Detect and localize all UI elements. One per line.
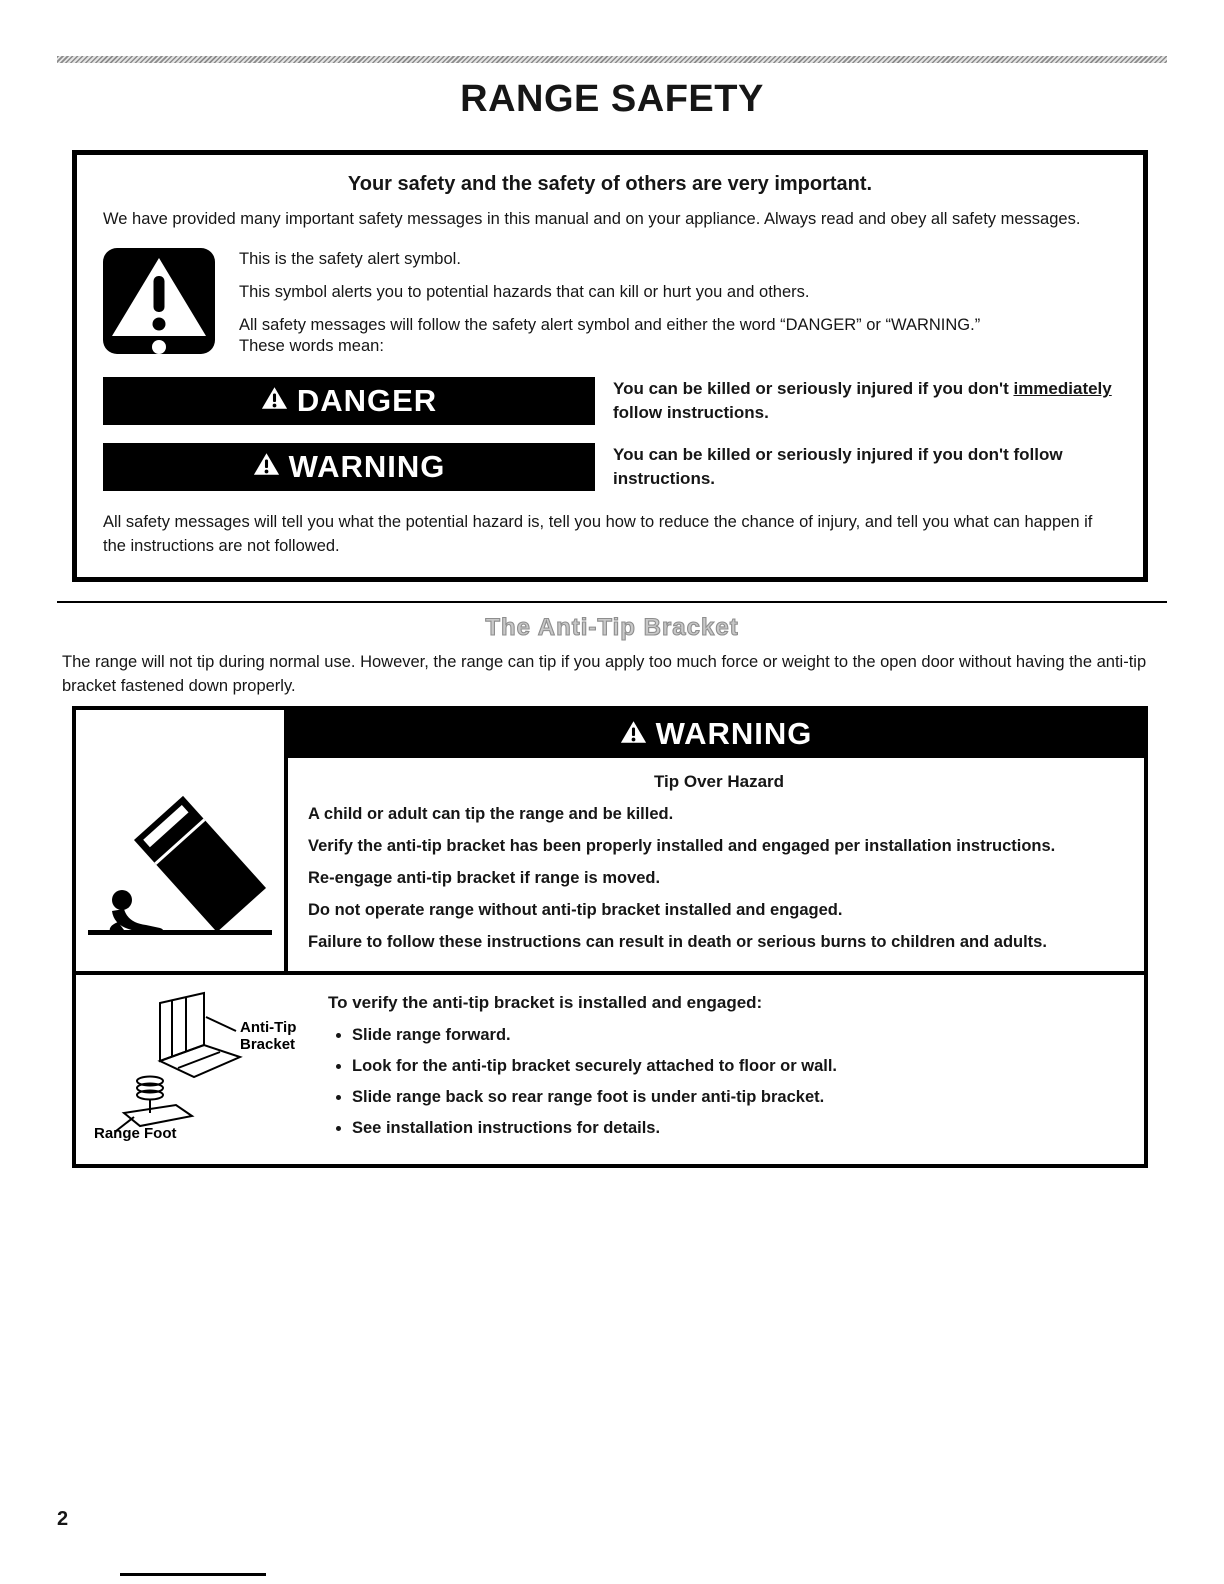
warning-triangle-icon [253,452,280,481]
hazard-title: Tip Over Hazard [653,772,785,791]
warning-label: WARNING [288,448,446,484]
safety-heading: Your safety and the safety of others are very important. [347,173,873,195]
tip-over-illustration-icon [82,782,278,959]
warning-text: You can be killed or seriously injured if you don't follow instructions. [613,445,1063,488]
verify-bullet-2: • Look for the anti-tip bracket securely attached to floor or wall. [352,1057,1124,1076]
hazard-line-3: Re-engage anti-tip bracket if range is moved. [308,869,661,887]
tip-over-warning-top [76,710,1144,975]
page-title: RANGE SAFETY [460,78,764,120]
alert-line-3: All safety messages will follow the safety alert symbol and either the word “DANGER” or “WARNING.” [239,315,981,334]
danger-bar [103,377,595,425]
tip-over-warning-content [288,710,1144,971]
section-divider [57,601,1167,603]
anti-tip-heading: The Anti-Tip Bracket [485,614,739,641]
danger-text-after: follow instructions. [613,402,769,422]
warning-bar [103,443,595,491]
tip-over-figure [76,710,288,971]
verify-bullet-1: • Slide range forward. [352,1026,1124,1045]
hazard-line-5: Failure to follow these instructions can result in death or serious burns to children and adults. [308,933,1047,951]
danger-text [613,377,1117,425]
safety-intro: We have provided many important safety messages in this manual and on your appliance. Always read and obey all safety messages. [103,210,1081,228]
tip-over-warning-box [72,706,1148,1168]
alert-line-4: These words mean: [239,336,384,355]
warning-header-bar [288,710,1144,758]
anti-tip-intro: The range will not tip during normal use. However, the range can tip if you apply too much force or weight to the open door without having the anti-tip bracket fastened down properly. [62,653,1147,695]
hazard-line-4: Do not operate range without anti-tip bracket installed and engaged. [308,901,843,919]
danger-label: DANGER [296,382,438,418]
page-number: 2 [57,1508,69,1530]
bracket-label-anti-tip: Anti-Tip Bracket [240,1019,297,1054]
warning-header-label: WARNING [655,716,813,751]
danger-text-underlined: immediately [1013,379,1112,399]
verify-bullet-list [328,1026,1124,1138]
safety-symbol-row [103,248,1117,359]
hazard-body [288,758,1144,971]
danger-text-before: You can be killed or seriously injured if you don't [613,379,1014,399]
bottom-rule [120,1573,266,1576]
warning-triangle-icon [261,386,288,415]
safety-outro: All safety messages will tell you what the potential hazard is, tell you how to reduce the chance of injury, and tell you what can happen if the instructions are not followed. [103,512,1093,555]
safety-alert-icon [103,248,215,359]
verify-bullet-3: • Slide range back so rear range foot is under anti-tip bracket. [352,1088,1124,1107]
verify-section [76,975,1144,1164]
danger-row [103,377,1117,425]
bracket-label-range-foot: Range Foot [94,1125,177,1142]
alert-line-2: This symbol alerts you to potential hazards that can kill or hurt you and others. [239,282,810,301]
hazard-line-2: Verify the anti-tip bracket has been properly installed and engaged per installation instructions. [308,837,1056,855]
verify-bullet-4: • See installation instructions for details. [352,1119,1124,1138]
verify-title: To verify the anti-tip bracket is installed and engaged: [328,993,763,1012]
top-hatched-rule [57,56,1167,63]
safety-statement-box [72,150,1148,582]
warning-row [103,443,1117,491]
bracket-figure [88,989,328,1149]
warning-triangle-icon [620,720,647,749]
safety-symbol-text [239,248,980,359]
alert-line-1: This is the safety alert symbol. [239,249,461,268]
verify-content [328,989,1124,1150]
hazard-line-1: A child or adult can tip the range and be killed. [308,805,674,823]
